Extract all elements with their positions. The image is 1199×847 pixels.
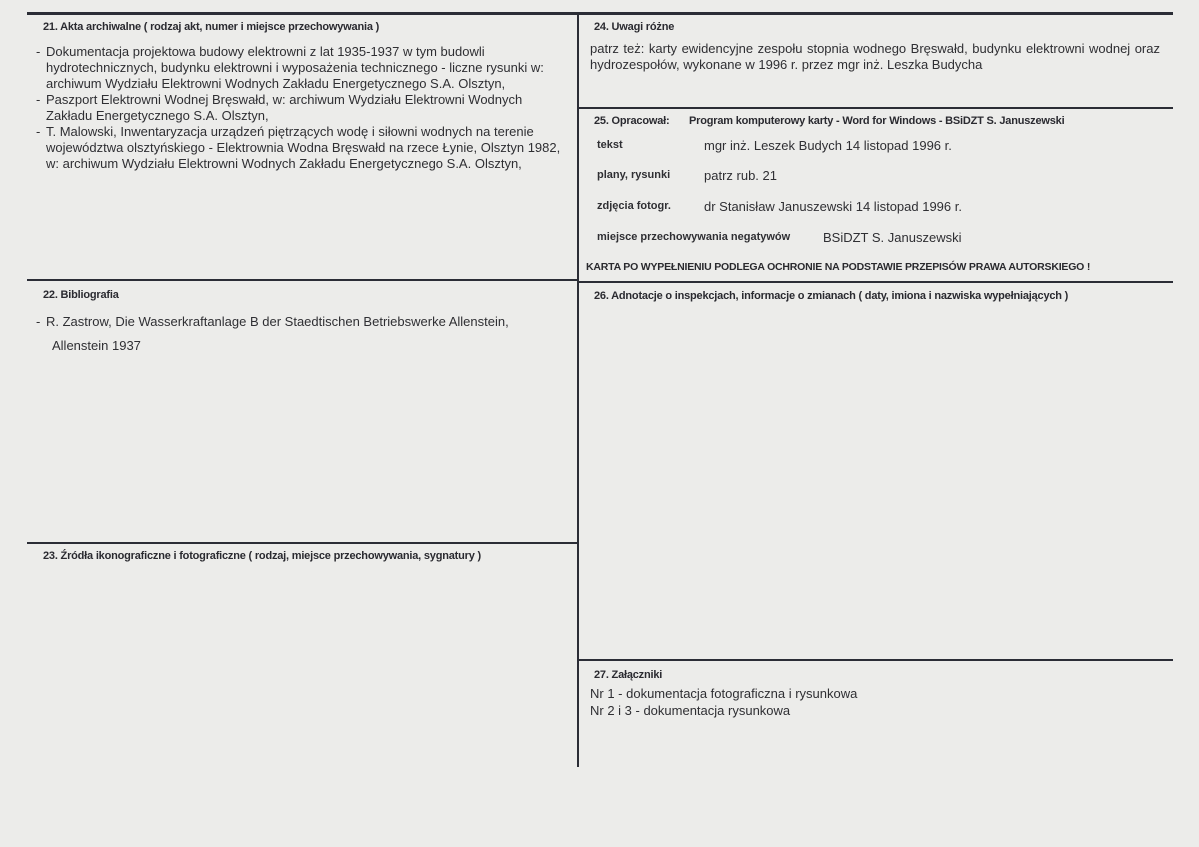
center-divider [577,12,579,767]
section-22-title: 22. Bibliografia [43,289,119,301]
rule-left-23 [27,542,578,544]
list-item: - R. Zastrow, Die Wasserkraftanlage B der Staedtischen Betriebswerke Allenstein, [36,310,566,334]
list-item: Nr 1 - dokumentacja fotograficzna i rysunkowa [590,686,858,701]
row-label: plany, rysunki [597,169,671,181]
section-24-title: 24. Uwagi różne [594,21,675,33]
top-rule [27,12,1173,15]
row-label: zdjęcia fotogr. [597,200,671,212]
section-25-program: Program komputerowy karty - Word for Windows - BSiDZT S. Januszewski [689,115,1065,127]
section-26-title: 26. Adnotacje o inspekcjach, informacje o zmianach ( daty, imiona i nazwiska wypełniających ) [594,290,1069,302]
rule-right-26 [578,281,1173,283]
row-value: patrz rub. 21 [704,168,777,183]
list-item: - Paszport Elektrowni Wodnej Bręswałd, w: archiwum Wydziału Elektrowni Wodnych Zakładu Energetycznego S.A. Olsztyn, [36,92,566,124]
section-24-body: patrz też: karty ewidencyjne zespołu stopnia wodnego Bręswałd, budynku elektrowni wodnej oraz hydrozespołów, wykonane w 1996 r. przez mgr inż. Leszka Budycha [590,41,1160,72]
section-27-title: 27. Załączniki [594,669,663,681]
row-zdjecia [597,199,1167,217]
copyright-notice: KARTA PO WYPEŁNIENIU PODLEGA OCHRONIE NA PODSTAWIE PRZEPISÓW PRAWA AUTORSKIEGO ! [586,261,1091,273]
row-value: BSiDZT S. Januszewski [823,230,962,245]
row-negatywy [597,230,1167,248]
rule-right-25 [578,107,1173,109]
section-25-title: 25. Opracował: [594,115,670,127]
list-item-continuation: Allenstein 1937 [52,338,141,353]
section-22-body [36,310,566,358]
row-value: dr Stanisław Januszewski 14 listopad 1996 r. [704,199,962,214]
row-value: mgr inż. Leszek Budych 14 listopad 1996 r. [704,138,952,153]
section-21-title: 21. Akta archiwalne ( rodzaj akt, numer i miejsce przechowywania ) [43,21,380,33]
rule-right-27 [578,659,1173,661]
list-item: - Dokumentacja projektowa budowy elektrowni z lat 1935-1937 w tym budowli hydrotechnicznych, budynku elektrowni i wyposażenia technicznego - liczne rysunki w: archiwum Wydziału Elektrowni Wodnych Zakładu Energetycznego S.A. Olsztyn, [36,44,566,92]
section-21-body [36,44,566,172]
row-label: miejsce przechowywania negatywów [597,231,791,243]
row-plany-rysunki [597,168,1167,186]
list-item: - T. Malowski, Inwentaryzacja urządzeń piętrzących wodę i siłowni wodnych na terenie województwa olsztyńskiego - Elektrownia Wodna Bręswałd na rzece Łynie, Olsztyn 1982, w: archiwum Wydziału Elektrowni Wodnych Zakładu Energetycznego S.A. Olsztyn, [36,124,566,172]
section-27-body [590,685,1160,719]
section-23-title: 23. Źródła ikonograficzne i fotograficzne ( rodzaj, miejsce przechowywania, sygnatury ) [43,550,481,562]
row-label: tekst [597,139,623,151]
row-tekst [597,138,1167,156]
rule-left-22 [27,279,578,281]
list-item: Nr 2 i 3 - dokumentacja rysunkowa [590,703,791,718]
